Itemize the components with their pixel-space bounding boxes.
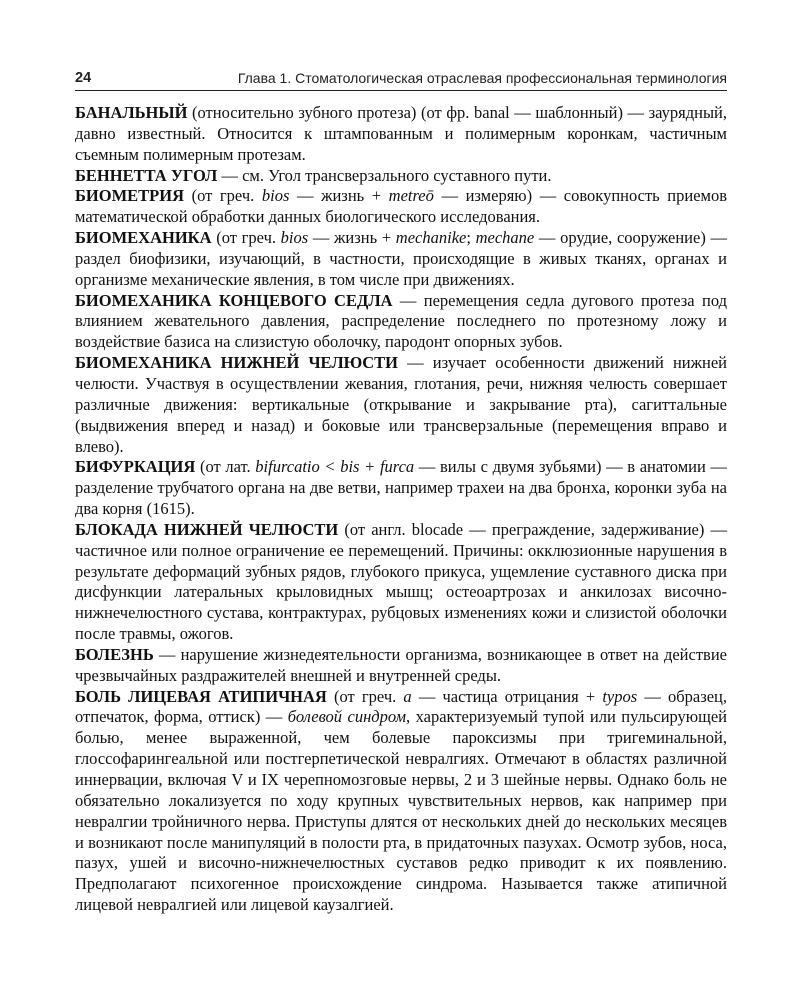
- entry-bennetta: [75, 166, 727, 187]
- entry-text: — частица отрицания +: [411, 686, 603, 706]
- italic-term: metreō: [388, 186, 434, 206]
- italic-term: bios: [261, 186, 290, 206]
- entry-headword: БЛОКАДА НИЖНЕЙ ЧЕЛЮСТИ: [75, 519, 339, 539]
- entry-text: , характеризуемый тупой или пульсирующей болью, менее выраженной, чем болевые пароксизмы при тригеминальной, глоссофарингеальной или постгерпетической невралгиях. Отмечают в областях различной иннервации, включая V и IX черепномозговые нервы, 2 и 3 шейные нервы. Однако боль не обязательно локализуется по ходу крупных чувствительных нервов, как например при невралгии тройничного нерва. Приступы длятся от нескольких дней до нескольких месяцев и возникают после манипуляций в полости рта, в придаточных пазухах. Осмотр зубов, носа, пазух, ушей и височно-нижнечелюстных суставов редко приводит к их появлению. Предполагают психогенное происхождение синдрома. Называется также атипичной лицевой невралгией или лицевой каузалгией.: [75, 707, 727, 915]
- italic-term: болевой синдром: [287, 707, 407, 727]
- entry-headword: БИОМЕТРИЯ: [75, 186, 184, 206]
- entry-bolezn: [75, 645, 727, 687]
- chapter-title: Глава 1. Стоматологическая отраслевая профессиональная терминология: [237, 70, 727, 86]
- entry-biomekhanika: [75, 228, 727, 291]
- entry-headword: БИФУРКАЦИЯ: [75, 457, 196, 477]
- entry-bifurkatsiya: [75, 457, 727, 520]
- entry-text: ;: [466, 228, 476, 248]
- entry-headword: БЕННЕТТА УГОЛ: [75, 165, 218, 185]
- entry-bol-litsevaya: [75, 687, 727, 916]
- entry-text: — перемещения седла дугового протеза под влиянием жевательного давления, распределение последнего по протезному ложу и воздействие базиса на слизистую оболочку, пародонт опорных зубов.: [75, 290, 727, 352]
- entry-text: — см. Угол трансверзального суставного пути.: [217, 165, 552, 185]
- entry-headword: БАНАЛЬНЫЙ: [75, 103, 188, 122]
- italic-term: mechane: [475, 228, 535, 248]
- entry-text: (от лат.: [195, 457, 256, 477]
- entry-text: — нарушение жизнедеятельности организма, возникающее в ответ на действие чрезвычайных раздражителей внешней и внутренней среды.: [75, 644, 727, 685]
- entry-text: — измеряю) — совокупность приемов математической обработки данных биологического исследования.: [75, 186, 728, 227]
- entry-text: — образец, отпечаток, форма, оттиск) —: [75, 686, 728, 727]
- entry-text: (от греч.: [211, 228, 281, 248]
- entry-text: (относительно зубного протеза) (от фр. banal — шаблонный) — заурядный, давно известный. Относится к штампованным и полимерным коронкам, частичным съемным полимерным протезам.: [75, 103, 727, 164]
- entry-biomekhanika-chelyusti: [75, 353, 727, 457]
- italic-term: bios: [280, 228, 309, 248]
- entry-text: (от англ. blocade — преграждение, задерживание) — частичное или полное ограничение ее перемещений. Причины: окклюзионные нарушения в результате деформаций зубных рядов, глубокого прикуса, ущемление суставного диска при дисфункции латеральных крыловидных мышц; остеоартрозах и анкилозах височно-нижнечелюстного сустава, контрактурах, рубцовых изменениях кожи и слизистой оболочки после травмы, ожогов.: [75, 519, 727, 644]
- glossary-entries: [75, 103, 727, 916]
- entry-headword: БОЛЕЗНЬ: [75, 644, 154, 664]
- entry-text: — орудие, сооружение) — раздел биофизики, изучающий, в частности, происходящие в живых тканях, органах и организме механические явления, в том числе при движениях.: [75, 228, 727, 289]
- entry-headword: БИОМЕХАНИКА: [75, 228, 212, 248]
- entry-text: (от греч.: [326, 686, 404, 706]
- entry-text: — жизнь +: [308, 228, 396, 248]
- entry-biometriya: [75, 186, 727, 228]
- entry-text: — вилы с двумя зубьями) — в анатомии — разделение трубчатого органа на две ветви, например трахеи на два бронха, коронки зуба на два корня (1615).: [75, 457, 727, 519]
- entry-biomekhanika-sedla: [75, 291, 727, 354]
- entry-blokada: [75, 520, 727, 645]
- entry-headword: БИОМЕХАНИКА КОНЦЕВОГО СЕДЛА: [75, 290, 393, 310]
- italic-term: mechanike: [395, 228, 467, 248]
- italic-term: bifurcatio < bis + furca: [255, 457, 415, 477]
- running-header: [75, 70, 727, 91]
- entry-headword: БИОМЕХАНИКА НИЖНЕЙ ЧЕЛЮСТИ: [75, 353, 398, 373]
- entry-headword: БОЛЬ ЛИЦЕВАЯ АТИПИЧНАЯ: [75, 686, 327, 706]
- italic-term: typos: [602, 686, 638, 706]
- entry-text: (от греч.: [184, 186, 262, 206]
- entry-text: — изучает особенности движений нижней челюсти. Участвуя в осуществлении жевания, глотания, речи, нижняя челюсть совершает различные движения: вертикальные (открывание и закрывание рта), сагиттальные (выдвижения вперед и назад) и боковые или трансверзальные (перемещения вправо и влево).: [75, 353, 728, 456]
- entry-text: — жизнь +: [289, 186, 389, 206]
- page-number: 24: [75, 70, 92, 86]
- entry-banalny: [75, 103, 727, 166]
- italic-term: a: [403, 686, 412, 706]
